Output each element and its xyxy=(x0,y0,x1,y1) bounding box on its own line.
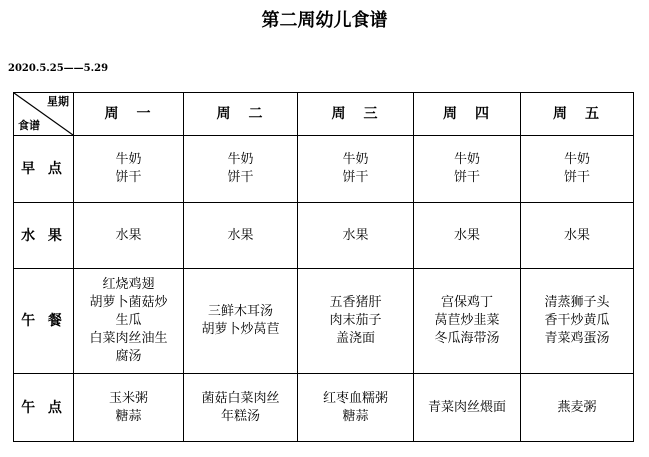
meal-row-afternoon-snack xyxy=(14,374,634,442)
menu-cell xyxy=(298,203,414,269)
dish-text: 饼干 xyxy=(115,170,142,185)
menu-table xyxy=(13,92,634,442)
dish-text: 肉末茄子 xyxy=(329,313,382,328)
dish-text: 水果 xyxy=(453,227,480,243)
dish-text: 牛奶 xyxy=(563,152,590,167)
menu-cell xyxy=(74,136,184,203)
meal-label: 午 餐 xyxy=(14,269,74,374)
menu-cell xyxy=(74,269,184,374)
meal-label: 早 点 xyxy=(14,136,74,203)
meal-row-lunch xyxy=(14,269,634,374)
day-header-fri: 周 五 xyxy=(521,93,634,136)
menu-cell xyxy=(74,203,184,269)
dish-text: 腐汤 xyxy=(115,349,142,364)
dish-text: 盖浇面 xyxy=(335,331,375,346)
menu-cell xyxy=(521,136,634,203)
dish-text: 三鲜木耳汤 xyxy=(207,304,273,319)
corner-weekday-label: 星期 xyxy=(47,95,69,108)
dish-text: 牛奶 xyxy=(227,152,254,167)
dish-text: 燕麦粥 xyxy=(557,399,597,415)
dish-text: 胡萝卜炒莴苣 xyxy=(201,322,280,337)
dish-text: 青菜肉丝煨面 xyxy=(427,399,506,415)
meal-label: 午 点 xyxy=(14,374,74,442)
menu-cell xyxy=(74,374,184,442)
corner-cell xyxy=(14,93,74,136)
menu-cell xyxy=(414,269,521,374)
dish-text: 牛奶 xyxy=(342,152,369,167)
dish-text: 水果 xyxy=(563,227,590,243)
menu-cell xyxy=(298,269,414,374)
menu-cell xyxy=(414,136,521,203)
menu-cell xyxy=(184,203,298,269)
day-header-thu: 周 四 xyxy=(414,93,521,136)
dish-text: 青菜鸡蛋汤 xyxy=(544,331,610,346)
dish-text: 生瓜 xyxy=(115,313,142,328)
menu-cell xyxy=(184,374,298,442)
menu-cell xyxy=(298,374,414,442)
dish-text: 五香猪肝 xyxy=(329,295,382,310)
dish-text: 玉米粥 xyxy=(108,390,148,406)
day-header-wed: 周 三 xyxy=(298,93,414,136)
menu-cell xyxy=(184,269,298,374)
dish-text: 饼干 xyxy=(227,170,254,185)
meal-row-fruit xyxy=(14,203,634,269)
corner-menu-label: 食谱 xyxy=(18,119,40,132)
dish-text: 饼干 xyxy=(342,170,369,185)
meal-label: 水 果 xyxy=(14,203,74,269)
dish-text: 红烧鸡翅 xyxy=(102,277,155,292)
dish-text: 饼干 xyxy=(563,170,590,185)
dish-text: 莴苣炒韭菜 xyxy=(434,313,500,328)
dish-text: 水果 xyxy=(227,227,254,243)
page-title: 第二周幼儿食谱 xyxy=(261,10,388,31)
dish-text: 年糕汤 xyxy=(220,408,260,424)
menu-cell xyxy=(521,203,634,269)
menu-cell xyxy=(184,136,298,203)
dish-text: 饼干 xyxy=(453,170,480,185)
dish-text: 糖蒜 xyxy=(115,408,142,424)
menu-cell xyxy=(521,269,634,374)
dish-text: 宫保鸡丁 xyxy=(440,295,493,310)
menu-cell xyxy=(414,203,521,269)
dish-text: 冬瓜海带汤 xyxy=(434,331,500,346)
dish-text: 香干炒黄瓜 xyxy=(544,313,610,328)
dish-text: 牛奶 xyxy=(453,152,480,167)
day-header-mon: 周 一 xyxy=(74,93,184,136)
header-row xyxy=(14,93,634,136)
dish-text: 胡萝卜菌菇炒 xyxy=(89,295,168,310)
dish-text: 清蒸狮子头 xyxy=(544,295,610,310)
menu-cell xyxy=(298,136,414,203)
dish-text: 红枣血糯粥 xyxy=(322,390,388,406)
dish-text: 牛奶 xyxy=(115,152,142,167)
dish-text: 水果 xyxy=(342,227,369,243)
dish-text: 水果 xyxy=(115,227,142,243)
menu-cell xyxy=(521,374,634,442)
dish-text: 糖蒜 xyxy=(342,408,369,424)
day-header-tue: 周 二 xyxy=(184,93,298,136)
meal-row-breakfast xyxy=(14,136,634,203)
menu-cell xyxy=(414,374,521,442)
date-range: 2020.5.25——5.29 xyxy=(8,63,109,74)
dish-text: 白菜肉丝油生 xyxy=(89,331,168,346)
dish-text: 菌菇白菜肉丝 xyxy=(201,390,280,406)
